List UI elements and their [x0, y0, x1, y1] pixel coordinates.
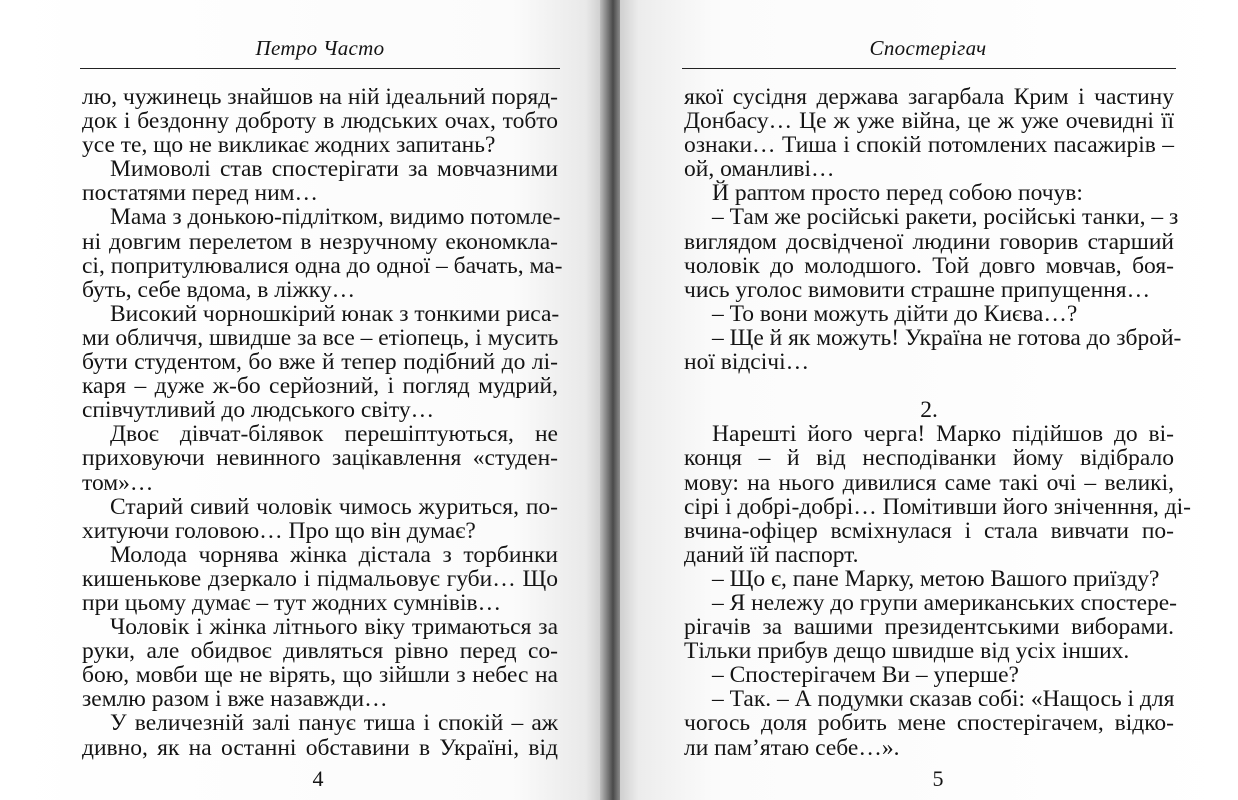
text-line: сі, попритулювалися одна до одної – бачать, ма-: [82, 252, 563, 279]
right-running-header: Спостерігач: [869, 36, 987, 60]
left-page-text: [82, 84, 563, 761]
text-line: каря – дуже ж-бо серйозний, і погляд мудрий,: [82, 373, 558, 400]
text-line: – Спостерігачем Ви – уперше?: [712, 662, 1019, 689]
text-line: – Що є, пане Марку, метою Вашого приїзду?: [712, 565, 1160, 592]
left-page-number: 4: [312, 766, 324, 791]
text-line: ли пам’ятаю себе…».: [684, 734, 900, 761]
text-line: руки, але обидвоє дивляться рівно перед со-: [82, 638, 558, 665]
right-page-text: [684, 84, 1192, 761]
text-line: даний їй паспорт.: [684, 541, 859, 568]
text-line: Нарешті його черга! Марко підійшов до ві-: [712, 421, 1174, 448]
text-line: Й раптом просто перед собою почув:: [712, 180, 1083, 207]
text-line: чись уголос вимовити страшне припущення…: [684, 276, 1151, 303]
text-line: ознаки… Тиша і спокій потомлених пасажирів –: [684, 132, 1174, 159]
text-line: – Ще й як можуть! Україна не готова до зброй-: [712, 324, 1182, 351]
text-line: Молода чорнява жінка дістала з торбинки: [110, 541, 558, 568]
text-line: – Так. – А подумки сказав собі: «Нащось і для: [712, 686, 1175, 713]
text-line: – Там же російські ракети, російські танки, – з: [712, 204, 1179, 231]
left-header-rule: [80, 68, 560, 69]
right-page: [620, 0, 1238, 800]
text-line: том»…: [82, 469, 154, 496]
left-page: [0, 0, 604, 800]
text-line: – То вони можуть дійти до Києва…?: [712, 300, 1078, 327]
text-line: землю разом і вже назавжди…: [82, 686, 388, 713]
text-line: вчина-офіцер всміхнулася і стала вивчати по-: [684, 517, 1174, 544]
right-header-rule: [682, 68, 1176, 69]
text-line: Чоловік і жінка літнього віку тримаються за: [110, 614, 558, 641]
text-line: Донбасу… Це ж уже війна, це ж уже очевидні її: [684, 108, 1174, 135]
text-line: ми обличчя, швидше за все – етіопець, і мусить: [82, 324, 559, 351]
text-line: чоловік до молодшого. Той довго мовчав, боя-: [684, 252, 1174, 279]
section-spacer: [684, 374, 1174, 398]
text-line: приховуючи невинного зацікавлення «студен-: [82, 445, 558, 472]
text-line: ні довгим перелетом в незручному економкла-: [82, 228, 558, 255]
text-line: Мама з донькою-підлітком, видимо потомле-: [110, 204, 561, 231]
text-line: ой, оманливі…: [684, 156, 835, 183]
text-line: співчутливий до людського світу…: [82, 397, 435, 424]
text-line: дивно, як на останні обставини в Україні, від: [82, 734, 558, 761]
text-line: сірі і добрі-добрі… Помітивши його зніченння, ді-: [684, 493, 1192, 520]
text-line: лю, чужинець знайшов на ній ідеальний поряд-: [82, 84, 558, 110]
text-line: виглядом досвідченої людини говорив старший: [684, 228, 1174, 255]
text-line: буть, себе вдома, в ліжку…: [82, 276, 356, 303]
text-line: хитуючи головою… Про що він думає?: [82, 517, 476, 544]
text-line: чогось доля робить мене спостерігачем, відко-: [684, 710, 1174, 737]
text-line: Двоє дівчат-білявок перешіптуються, не: [110, 421, 558, 448]
text-line: якої сусідня держава загарбала Крим і частину: [684, 84, 1174, 110]
text-line: У величезній залі панує тиша і спокій – аж: [110, 710, 558, 737]
right-page-number: 5: [932, 766, 944, 791]
text-line: ної відсічі…: [684, 349, 810, 376]
text-line: Високий чорношкірий юнак з тонкими риса-: [110, 300, 560, 327]
text-line: усе те, що не викликає жодних запитань?: [82, 132, 496, 159]
text-line: постатями перед ним…: [82, 180, 319, 207]
left-running-header: Петро Часто: [255, 36, 385, 60]
text-line: бою, мовби ще не вірять, що зійшли з небес на: [82, 662, 558, 689]
text-line: Мимоволі став спостерігати за мовчазними: [110, 156, 558, 183]
text-line: – Я нележу до групи американських спостере-: [712, 589, 1178, 616]
text-line: мову: на нього дивилися саме такі очі – великі,: [684, 469, 1174, 496]
text-line: Старий сивий чоловік чимось журиться, по-: [110, 493, 558, 520]
text-line: бути студентом, бо вже й тепер подібний до лі-: [82, 349, 558, 376]
text-line: Тільки прибув дещо швидше від усіх інших.: [684, 638, 1130, 665]
text-line: при цьому думає – тут жодних сумнівів…: [82, 589, 502, 616]
text-line: рігачів за вашими президентськими виборами.: [684, 614, 1174, 641]
text-line: конця – й від несподіванки йому відібрало: [684, 445, 1174, 472]
text-line: док і бездонну доброту в людських очах, тобто: [82, 108, 558, 135]
section-number: 2.: [920, 397, 938, 424]
text-line: кишенькове дзеркало і підмальовує губи… Що: [82, 565, 558, 592]
